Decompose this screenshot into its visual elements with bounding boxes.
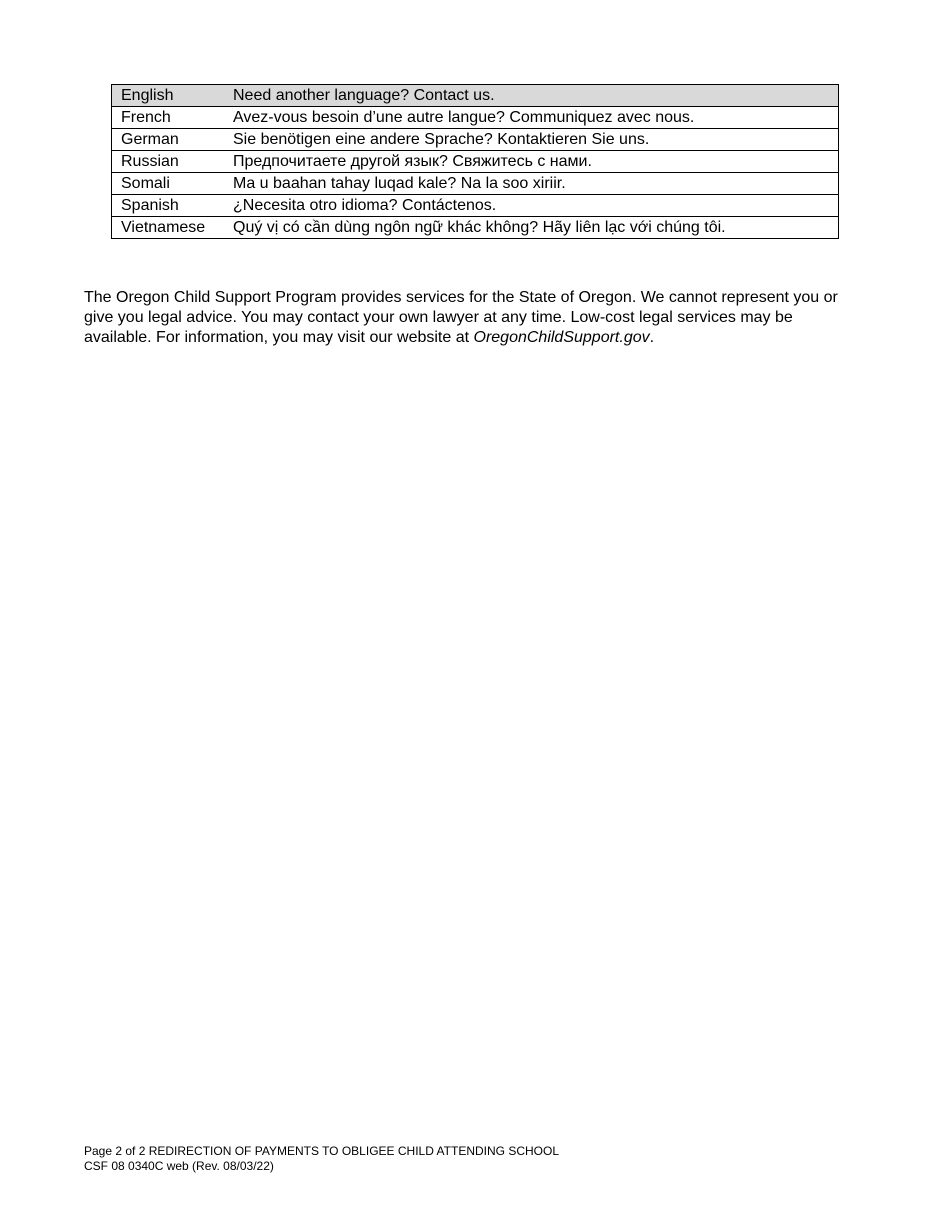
language-name: French	[112, 107, 225, 129]
legal-notice-text: The Oregon Child Support Program provides services for the State of Oregon. We cannot represent you or give you legal advice. You may contact your own lawyer at any time. Low-cost legal services may be available. For information, you may visit our website at	[84, 289, 838, 346]
footer-form-id: CSF 08 0340C web (Rev. 08/03/22)	[84, 1158, 274, 1173]
table-row	[112, 129, 839, 151]
language-assistance-table	[111, 84, 839, 239]
language-name: Somali	[112, 173, 225, 195]
table-row	[112, 217, 839, 239]
legal-notice-end: .	[649, 329, 655, 346]
page-footer	[84, 1144, 559, 1173]
language-message: Quý vị có cần dùng ngôn ngữ khác không? Hãy liên lạc với chúng tôi.	[224, 217, 839, 239]
language-name: Spanish	[112, 195, 225, 217]
table-row	[112, 195, 839, 217]
table-row	[112, 151, 839, 173]
language-message: Need another language? Contact us.	[224, 85, 839, 107]
language-name: German	[112, 129, 225, 151]
language-name: English	[112, 85, 225, 107]
table-row	[112, 173, 839, 195]
language-message: Sie benötigen eine andere Sprache? Kontaktieren Sie uns.	[224, 129, 839, 151]
language-message: Ma u baahan tahay luqad kale? Na la soo xiriir.	[224, 173, 839, 195]
legal-notice-paragraph	[84, 288, 844, 348]
language-message: Avez-vous besoin d’une autre langue? Communiquez avec nous.	[224, 107, 839, 129]
language-name: Russian	[112, 151, 225, 173]
language-message: Предпочитаете другой язык? Свяжитесь с нами.	[224, 151, 839, 173]
table-row	[112, 85, 839, 107]
language-name: Vietnamese	[112, 217, 225, 239]
footer-page-info: Page 2 of 2 REDIRECTION OF PAYMENTS TO OBLIGEE CHILD ATTENDING SCHOOL	[84, 1144, 560, 1158]
table-row	[112, 107, 839, 129]
language-message: ¿Necesita otro idioma? Contáctenos.	[224, 195, 839, 217]
website-link[interactable]: OregonChildSupport.gov	[473, 329, 650, 346]
